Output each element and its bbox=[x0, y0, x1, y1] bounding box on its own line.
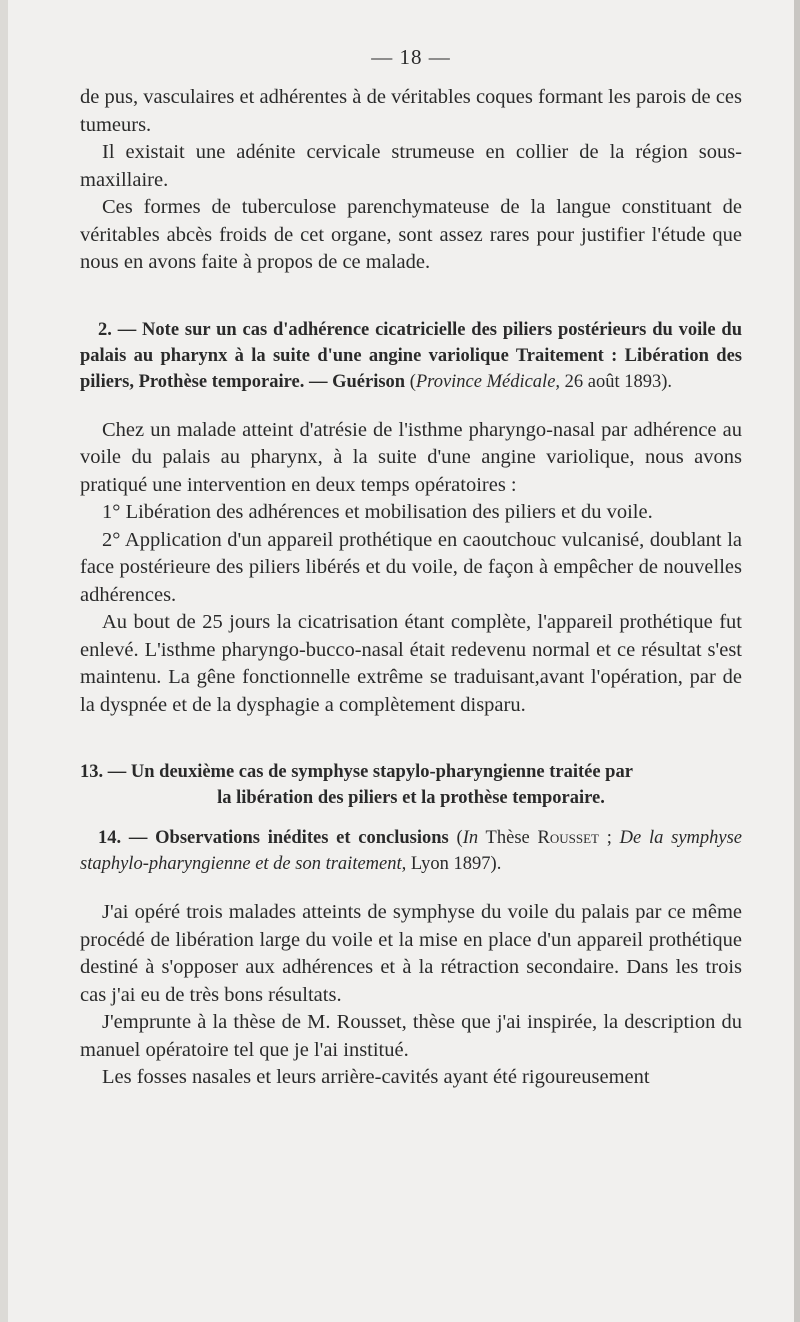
section-13-number: 13. bbox=[80, 762, 104, 782]
paragraph-adenite: Il existait une adénite cervicale strumeuse en collier de la région sous-maxillaire. bbox=[80, 141, 742, 191]
section-2-title: — Note sur un cas d'adhérence cicatricielle des piliers postérieurs du voile du palais au pharynx à la suite d'une angine variolique Traitement : Libération des piliers, Prothèse temporaire. — Guérison bbox=[80, 319, 743, 392]
paragraph-these: J'emprunte à la thèse de M. Rousset, thèse que j'ai inspirée, la description du manuel opératoire tel que je l'ai institué. bbox=[80, 1011, 742, 1061]
page-body bbox=[80, 45, 742, 1092]
paragraph-step-1: 1° Libération des adhérences et mobilisation des piliers et du voile. bbox=[102, 501, 653, 523]
section-2-journal: Province Médicale, bbox=[415, 371, 561, 392]
page-number: — 18 — bbox=[371, 45, 451, 69]
paragraph-step-2: 2° Application d'un appareil prothétique en caoutchouc vulcanisé, doublant la face postérieure des piliers libérés et du voile, de façon à empêcher de nouvelles adhérences. bbox=[80, 528, 742, 606]
section-2-heading: 2. — Note sur un cas d'adhérence cicatricielle des piliers postérieurs du voile du palais au pharynx à la suite d'une angine variolique Traitement : Libération des piliers, Prothèse temporaire. — Guérison (Province Médicale, 26 août 1893). bbox=[80, 319, 743, 392]
section-13-heading bbox=[80, 759, 742, 811]
paragraph-trois-malades: J'ai opéré trois malades atteints de symphyse du voile du palais par ce même procédé de libération large du voile et la mise en place d'un appareil prothétique destiné à s'opposer aux adhérences et à la rétraction secondaire. Dans les trois cas j'ai eu de très bons résultats. bbox=[80, 901, 742, 1006]
paragraph-result: Au bout de 25 jours la cicatrisation étant complète, l'appareil prothétique fut enlevé. L'isthme pharyngo-bucco-nasal était redevenu normal et ce résultat s'est maintenu. La gêne fonctionnelle extrême se traduisant,avant l'opération, par de la dyspnée et de la dysphagie a complètement disparu. bbox=[80, 611, 742, 716]
paragraph-fosses-nasales: Les fosses nasales et leurs arrière-cavités ayant été rigoureusement bbox=[102, 1066, 650, 1088]
paragraph-atresie: Chez un malade atteint d'atrésie de l'isthme pharyngo-nasal par adhérence au voile du palais au pharynx, à la suite d'une angine variolique, nous avons pratiqué une intervention en deux temps opératoires : bbox=[80, 418, 742, 496]
section-13-title-line1: — Un deuxième cas de symphyse stapylo-pharyngienne traitée par bbox=[107, 762, 633, 782]
section-14-work: De la symphyse staphylo-pharyngienne et de son traitement, bbox=[80, 828, 743, 874]
page-shadow-right bbox=[794, 0, 800, 1322]
page-shadow-left bbox=[0, 0, 8, 1322]
section-14-heading: 14. — Observations inédites et conclusions (In Thèse Rousset ; De la symphyse staphylo-pharyngienne et de son traitement, Lyon 1897). bbox=[80, 828, 743, 874]
section-2-date: 26 août 1893). bbox=[560, 371, 673, 392]
section-14-number: 14. bbox=[98, 828, 122, 848]
paragraph-continuation: de pus, vasculaires et adhérentes à de véritables coques formant les parois de ces tumeurs. bbox=[80, 86, 742, 136]
section-14-author: Rousset bbox=[537, 828, 599, 848]
section-13-title-line2: la libération des piliers et la prothèse temporaire. bbox=[217, 788, 605, 808]
section-14-title: — Observations inédites et conclusions bbox=[128, 828, 449, 848]
paragraph-tuberculose: Ces formes de tuberculose parenchymateuse de la langue constituant de véritables abcès froids de cet organe, sont assez rares pour justifier l'étude que nous en avons faite à propos de ce malade. bbox=[80, 196, 742, 273]
section-2-number: 2. bbox=[98, 319, 112, 340]
